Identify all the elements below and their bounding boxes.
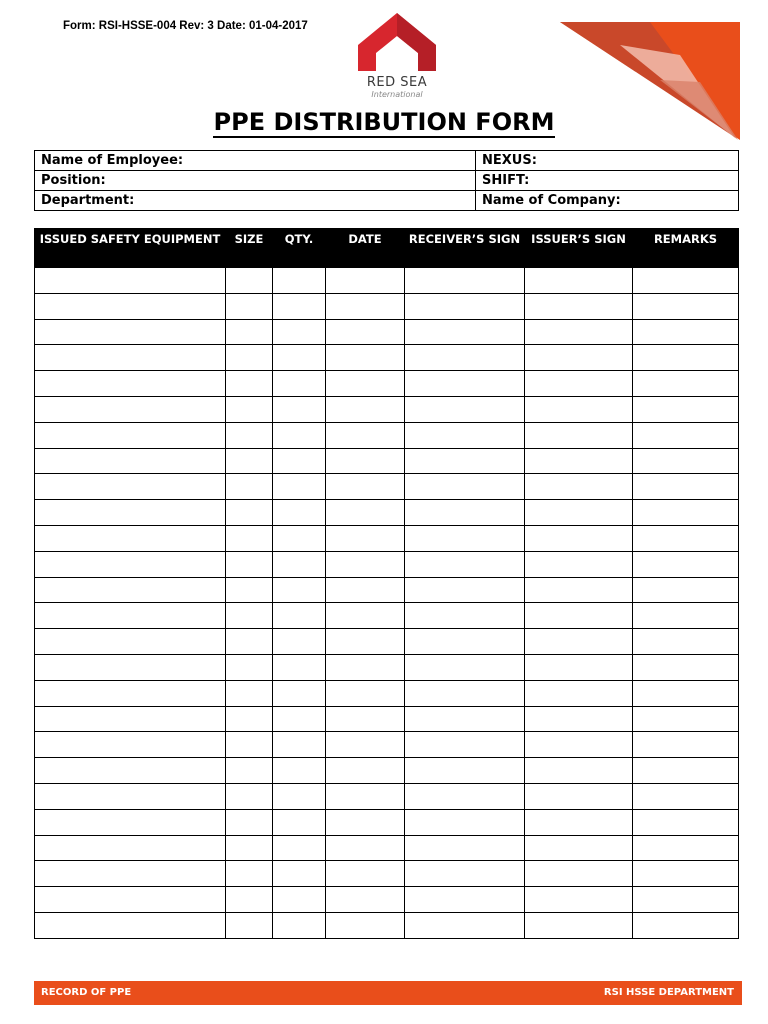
table-cell[interactable]	[525, 577, 633, 603]
table-cell[interactable]	[525, 835, 633, 861]
nexus-field[interactable]: NEXUS:	[476, 151, 739, 171]
table-cell[interactable]	[525, 758, 633, 784]
table-cell[interactable]	[326, 500, 405, 526]
table-cell[interactable]	[525, 861, 633, 887]
table-cell[interactable]	[326, 912, 405, 938]
table-cell[interactable]	[273, 577, 326, 603]
table-cell[interactable]	[633, 603, 739, 629]
table-row	[35, 396, 739, 422]
table-cell[interactable]	[405, 732, 525, 758]
table-cell[interactable]	[273, 680, 326, 706]
table-cell[interactable]	[35, 396, 226, 422]
logo-subtitle: International	[371, 90, 423, 99]
table-cell[interactable]	[35, 758, 226, 784]
table-row	[35, 629, 739, 655]
table-cell[interactable]	[35, 474, 226, 500]
table-cell[interactable]	[633, 319, 739, 345]
col-receivers-sign: RECEIVER’S SIGN	[405, 229, 525, 268]
table-cell[interactable]	[273, 371, 326, 397]
table-cell[interactable]	[633, 474, 739, 500]
table-cell[interactable]	[525, 345, 633, 371]
table-cell[interactable]	[273, 293, 326, 319]
table-cell[interactable]	[226, 603, 273, 629]
table-cell[interactable]	[405, 319, 525, 345]
table-cell[interactable]	[273, 268, 326, 294]
table-cell[interactable]	[35, 448, 226, 474]
table-cell[interactable]	[525, 654, 633, 680]
table-cell[interactable]	[405, 861, 525, 887]
col-date: DATE	[326, 229, 405, 268]
table-cell[interactable]	[273, 603, 326, 629]
form-code: Form: RSI-HSSE-004 Rev: 3 Date: 01-04-2017	[63, 20, 308, 32]
table-cell[interactable]	[226, 706, 273, 732]
table-cell[interactable]	[326, 319, 405, 345]
table-cell[interactable]	[273, 809, 326, 835]
table-cell[interactable]	[35, 603, 226, 629]
table-cell[interactable]	[633, 293, 739, 319]
table-cell[interactable]	[525, 809, 633, 835]
col-size: SIZE	[226, 229, 273, 268]
table-cell[interactable]	[35, 319, 226, 345]
table-cell[interactable]	[326, 422, 405, 448]
table-cell[interactable]	[226, 551, 273, 577]
table-cell[interactable]	[326, 525, 405, 551]
department-field[interactable]: Department:	[35, 191, 476, 211]
table-cell[interactable]	[525, 396, 633, 422]
table-cell[interactable]	[326, 371, 405, 397]
table-row	[35, 371, 739, 397]
table-cell[interactable]	[633, 577, 739, 603]
table-cell[interactable]	[273, 551, 326, 577]
table-cell[interactable]	[273, 396, 326, 422]
table-cell[interactable]	[405, 654, 525, 680]
table-row	[35, 654, 739, 680]
table-cell[interactable]	[273, 912, 326, 938]
table-cell[interactable]	[226, 422, 273, 448]
table-cell[interactable]	[226, 319, 273, 345]
table-row	[35, 551, 739, 577]
table-cell[interactable]	[326, 551, 405, 577]
table-cell[interactable]	[405, 551, 525, 577]
col-qty: QTY.	[273, 229, 326, 268]
table-body	[35, 268, 739, 939]
table-cell[interactable]	[633, 525, 739, 551]
table-cell[interactable]	[405, 706, 525, 732]
table-cell[interactable]	[405, 293, 525, 319]
col-issued-safety-equipment: ISSUED SAFETY EQUIPMENT	[35, 229, 226, 268]
footer-bar	[34, 981, 742, 1005]
table-cell[interactable]	[35, 783, 226, 809]
table-cell[interactable]	[326, 758, 405, 784]
table-cell[interactable]	[226, 500, 273, 526]
table-cell[interactable]	[326, 887, 405, 913]
table-cell[interactable]	[326, 706, 405, 732]
table-row	[35, 474, 739, 500]
table-cell[interactable]	[633, 268, 739, 294]
table-cell[interactable]	[633, 861, 739, 887]
table-cell[interactable]	[273, 525, 326, 551]
table-cell[interactable]	[525, 551, 633, 577]
footer-right-text: RSI HSSE DEPARTMENT	[603, 987, 734, 998]
table-cell[interactable]	[326, 654, 405, 680]
table-cell[interactable]	[35, 525, 226, 551]
table-cell[interactable]	[35, 345, 226, 371]
table-cell[interactable]	[633, 396, 739, 422]
table-cell[interactable]	[326, 293, 405, 319]
table-cell[interactable]	[35, 732, 226, 758]
table-cell[interactable]	[226, 887, 273, 913]
table-row	[35, 887, 739, 913]
table-cell[interactable]	[525, 912, 633, 938]
table-cell[interactable]	[273, 835, 326, 861]
table-cell[interactable]	[633, 345, 739, 371]
table-cell[interactable]	[633, 422, 739, 448]
table-cell[interactable]	[633, 500, 739, 526]
table-cell[interactable]	[525, 422, 633, 448]
table-cell[interactable]	[633, 654, 739, 680]
table-cell[interactable]	[226, 577, 273, 603]
footer-left-text: RECORD OF PPE	[41, 987, 132, 998]
table-cell[interactable]	[326, 783, 405, 809]
table-cell[interactable]	[226, 448, 273, 474]
table-row	[35, 861, 739, 887]
table-cell[interactable]	[405, 422, 525, 448]
table-cell[interactable]	[226, 268, 273, 294]
table-row	[35, 268, 739, 294]
table-cell[interactable]	[326, 732, 405, 758]
table-cell[interactable]	[405, 345, 525, 371]
employee-info-table	[34, 150, 739, 211]
table-cell[interactable]	[226, 732, 273, 758]
table-cell[interactable]	[273, 887, 326, 913]
table-cell[interactable]	[326, 629, 405, 655]
table-cell[interactable]	[35, 371, 226, 397]
table-cell[interactable]	[633, 912, 739, 938]
table-cell[interactable]	[326, 577, 405, 603]
table-cell[interactable]	[273, 654, 326, 680]
table-cell[interactable]	[273, 500, 326, 526]
table-cell[interactable]	[525, 680, 633, 706]
table-cell[interactable]	[326, 345, 405, 371]
table-row	[35, 809, 739, 835]
table-cell[interactable]	[35, 861, 226, 887]
table-cell[interactable]	[525, 268, 633, 294]
table-cell[interactable]	[633, 758, 739, 784]
table-row	[35, 525, 739, 551]
table-cell[interactable]	[273, 448, 326, 474]
employee-name-field[interactable]: Name of Employee:	[35, 151, 476, 171]
table-row	[35, 835, 739, 861]
table-cell[interactable]	[226, 293, 273, 319]
table-cell[interactable]	[273, 422, 326, 448]
table-row	[35, 706, 739, 732]
shift-field[interactable]: SHIFT:	[476, 171, 739, 191]
table-cell[interactable]	[35, 654, 226, 680]
table-cell[interactable]	[405, 629, 525, 655]
table-header-row	[35, 229, 739, 268]
table-row	[35, 319, 739, 345]
position-field[interactable]: Position:	[35, 171, 476, 191]
table-cell[interactable]	[273, 706, 326, 732]
company-name-field[interactable]: Name of Company:	[476, 191, 739, 211]
table-cell[interactable]	[273, 474, 326, 500]
table-cell[interactable]	[226, 474, 273, 500]
table-cell[interactable]	[35, 887, 226, 913]
table-cell[interactable]	[326, 396, 405, 422]
table-cell[interactable]	[633, 680, 739, 706]
table-cell[interactable]	[633, 371, 739, 397]
table-cell[interactable]	[405, 577, 525, 603]
table-cell[interactable]	[35, 551, 226, 577]
table-cell[interactable]	[273, 629, 326, 655]
table-cell[interactable]	[226, 654, 273, 680]
house-roof-icon	[358, 13, 436, 73]
table-row	[35, 448, 739, 474]
table-cell[interactable]	[226, 835, 273, 861]
table-cell[interactable]	[326, 448, 405, 474]
table-cell[interactable]	[405, 809, 525, 835]
table-cell[interactable]	[405, 680, 525, 706]
table-cell[interactable]	[226, 371, 273, 397]
table-cell[interactable]	[326, 474, 405, 500]
table-cell[interactable]	[405, 396, 525, 422]
table-cell[interactable]	[525, 474, 633, 500]
table-cell[interactable]	[35, 680, 226, 706]
table-cell[interactable]	[226, 345, 273, 371]
table-row	[35, 500, 739, 526]
table-cell[interactable]	[405, 500, 525, 526]
table-cell[interactable]	[633, 448, 739, 474]
table-cell[interactable]	[525, 887, 633, 913]
table-cell[interactable]	[226, 783, 273, 809]
table-cell[interactable]	[405, 758, 525, 784]
table-cell[interactable]	[405, 783, 525, 809]
logo-name: RED SEA	[366, 75, 428, 90]
table-cell[interactable]	[405, 603, 525, 629]
table-cell[interactable]	[525, 732, 633, 758]
table-row	[35, 345, 739, 371]
table-cell[interactable]	[35, 706, 226, 732]
table-cell[interactable]	[525, 783, 633, 809]
table-cell[interactable]	[525, 500, 633, 526]
table-cell[interactable]	[633, 629, 739, 655]
table-cell[interactable]	[226, 629, 273, 655]
table-cell[interactable]	[633, 887, 739, 913]
table-cell[interactable]	[326, 809, 405, 835]
table-row	[35, 603, 739, 629]
table-cell[interactable]	[525, 629, 633, 655]
table-row	[35, 783, 739, 809]
table-cell[interactable]	[226, 912, 273, 938]
table-cell[interactable]	[326, 680, 405, 706]
table-cell[interactable]	[226, 525, 273, 551]
table-row	[35, 422, 739, 448]
table-cell[interactable]	[35, 629, 226, 655]
table-cell[interactable]	[405, 912, 525, 938]
table-row	[35, 758, 739, 784]
company-logo	[356, 13, 438, 108]
page-title	[0, 108, 768, 136]
ppe-distribution-table	[34, 228, 739, 939]
table-cell[interactable]	[405, 835, 525, 861]
table-cell[interactable]	[525, 371, 633, 397]
table-cell[interactable]	[226, 680, 273, 706]
col-remarks: REMARKS	[633, 229, 739, 268]
table-cell[interactable]	[35, 500, 226, 526]
table-cell[interactable]	[525, 525, 633, 551]
table-cell[interactable]	[633, 783, 739, 809]
table-row	[35, 732, 739, 758]
table-cell[interactable]	[405, 525, 525, 551]
table-cell[interactable]	[35, 809, 226, 835]
table-cell[interactable]	[525, 319, 633, 345]
table-cell[interactable]	[273, 732, 326, 758]
table-cell[interactable]	[633, 706, 739, 732]
table-cell[interactable]	[273, 783, 326, 809]
table-cell[interactable]	[405, 268, 525, 294]
table-cell[interactable]	[35, 835, 226, 861]
table-cell[interactable]	[35, 577, 226, 603]
table-row	[35, 293, 739, 319]
title-text: PPE DISTRIBUTION FORM	[213, 108, 555, 136]
table-cell[interactable]	[35, 422, 226, 448]
table-cell[interactable]	[405, 474, 525, 500]
table-cell[interactable]	[226, 861, 273, 887]
table-cell[interactable]	[326, 861, 405, 887]
table-row	[35, 577, 739, 603]
table-cell[interactable]	[405, 887, 525, 913]
table-cell[interactable]	[273, 345, 326, 371]
table-cell[interactable]	[226, 396, 273, 422]
col-issuers-sign: ISSUER’S SIGN	[525, 229, 633, 268]
table-cell[interactable]	[326, 268, 405, 294]
table-cell[interactable]	[405, 371, 525, 397]
table-cell[interactable]	[633, 732, 739, 758]
table-cell[interactable]	[633, 551, 739, 577]
table-cell[interactable]	[35, 912, 226, 938]
table-cell[interactable]	[273, 861, 326, 887]
table-cell[interactable]	[273, 319, 326, 345]
table-cell[interactable]	[35, 268, 226, 294]
table-row	[35, 680, 739, 706]
table-cell[interactable]	[633, 809, 739, 835]
table-cell[interactable]	[525, 706, 633, 732]
table-row	[35, 912, 739, 938]
table-cell[interactable]	[226, 809, 273, 835]
table-cell[interactable]	[525, 448, 633, 474]
table-cell[interactable]	[273, 758, 326, 784]
table-cell[interactable]	[326, 603, 405, 629]
table-cell[interactable]	[525, 603, 633, 629]
table-cell[interactable]	[405, 448, 525, 474]
table-cell[interactable]	[525, 293, 633, 319]
table-cell[interactable]	[633, 835, 739, 861]
table-cell[interactable]	[326, 835, 405, 861]
table-cell[interactable]	[226, 758, 273, 784]
table-cell[interactable]	[35, 293, 226, 319]
